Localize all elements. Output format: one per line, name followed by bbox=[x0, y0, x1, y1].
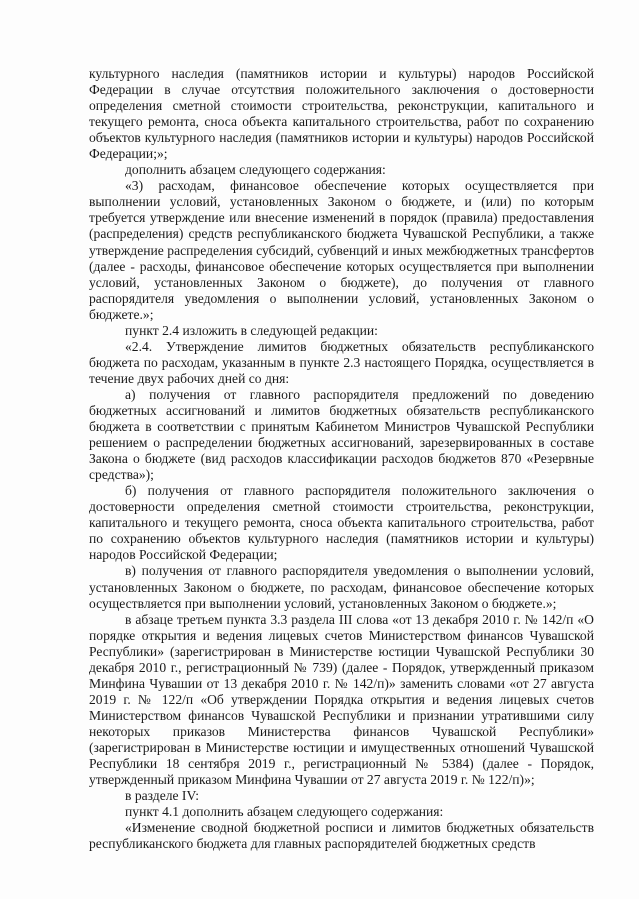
paragraph-2: дополнить абзацем следующего содержания: bbox=[125, 162, 386, 178]
paragraph-3: «3) расходам, финансовое обеспечение которых осуществляется при выполнении условий, установленных Законом о бюджете, и (или) по которым требуется утверждение или внесение изменений в порядок (правила) предоставления (распределения) средств республиканского бюджета Чувашской Республики, а также утверждение распределения субсидий, субвенций и иных межбюджетных трансфертов (далее - расходы, финансовое обеспечение которых осуществляется при выполнении условий, установленных Законом о бюджете), до получения от главного распорядителя уведомления о выполнении условий, установленных Законом о бюджете.»; bbox=[89, 178, 594, 322]
paragraph-6: а) получения от главного распорядителя предложений по доведению бюджетных ассигнований и лимитов бюджетных обязательств республиканского бюджета в соответствии с принятым Кабинетом Министров Чувашской Республики решением о распределении бюджетных ассигнований, зарезервированных в составе Закона о бюджете (вид расходов классификации расходов бюджетов 870 «Резервные средства»); bbox=[89, 386, 594, 483]
paragraph-12: «Изменение сводной бюджетной росписи и лимитов бюджетных обязательств республиканского бюджета для главных распорядителей бюджетных средств bbox=[89, 820, 594, 852]
paragraph-5: «2.4. Утверждение лимитов бюджетных обязательств республиканского бюджета по расходам, указанным в пункте 2.3 настоящего Порядка, осуществляется в течение двух рабочих дней со дня: bbox=[89, 338, 594, 386]
document-body bbox=[89, 66, 594, 852]
paragraph-4: пункт 2.4 изложить в следующей редакции: bbox=[125, 322, 378, 338]
paragraph-1: культурного наследия (памятников истории и культуры) народов Российской Федерации в случае отсутствия положительного заключения о достоверности определения сметной стоимости строительства, реконструкции, капитального и текущего ремонта, сноса объекта капитального строительства, работ по сохранению объектов культурного наследия (памятников истории и культуры) народов Российской Федерации;»; bbox=[89, 66, 594, 162]
paragraph-11: пункт 4.1 дополнить абзацем следующего содержания: bbox=[125, 804, 444, 820]
paragraph-7: б) получения от главного распорядителя положительного заключения о достоверности определения сметной стоимости строительства, реконструкции, капитального и текущего ремонта, сноса объекта капитального строительства, работ по сохранению объектов культурного наследия (памятников истории и культуры) народов Российской Федерации; bbox=[89, 483, 594, 563]
paragraph-8: в) получения от главного распорядителя уведомления о выполнении условий, установленных Законом о бюджете, по расходам, финансовое обеспечение которых осуществляется при выполнении условий, установленных Законом о бюджете.»; bbox=[89, 563, 594, 611]
paragraph-9: в абзаце третьем пункта 3.3 раздела III слова «от 13 декабря 2010 г. № 142/п «О порядке открытия и ведения лицевых счетов Министерством финансов Чувашской Республики» (зарегистрирован в Министерстве юстиции Чувашской Республики 30 декабря 2010 г., регистрационный № 739) (далее - Порядок, утвержденный приказом Минфина Чувашии от 13 декабря 2010 г. № 142/п)» заменить словами «от 27 августа 2019 г. № 122/п «Об утверждении Порядка открытия и ведения лицевых счетов Министерством финансов Чувашской Республики и признании утратившими силу некоторых приказов Министерства финансов Чувашской Республики» (зарегистрирован в Министерстве юстиции и имущественных отношений Чувашской Республики 18 сентября 2019 г., регистрационный № 5384) (далее - Порядок, утвержденный приказом Минфина Чувашии от 27 августа 2019 г. № 122/п)»; bbox=[89, 611, 594, 788]
paragraph-10: в разделе IV: bbox=[125, 788, 200, 804]
